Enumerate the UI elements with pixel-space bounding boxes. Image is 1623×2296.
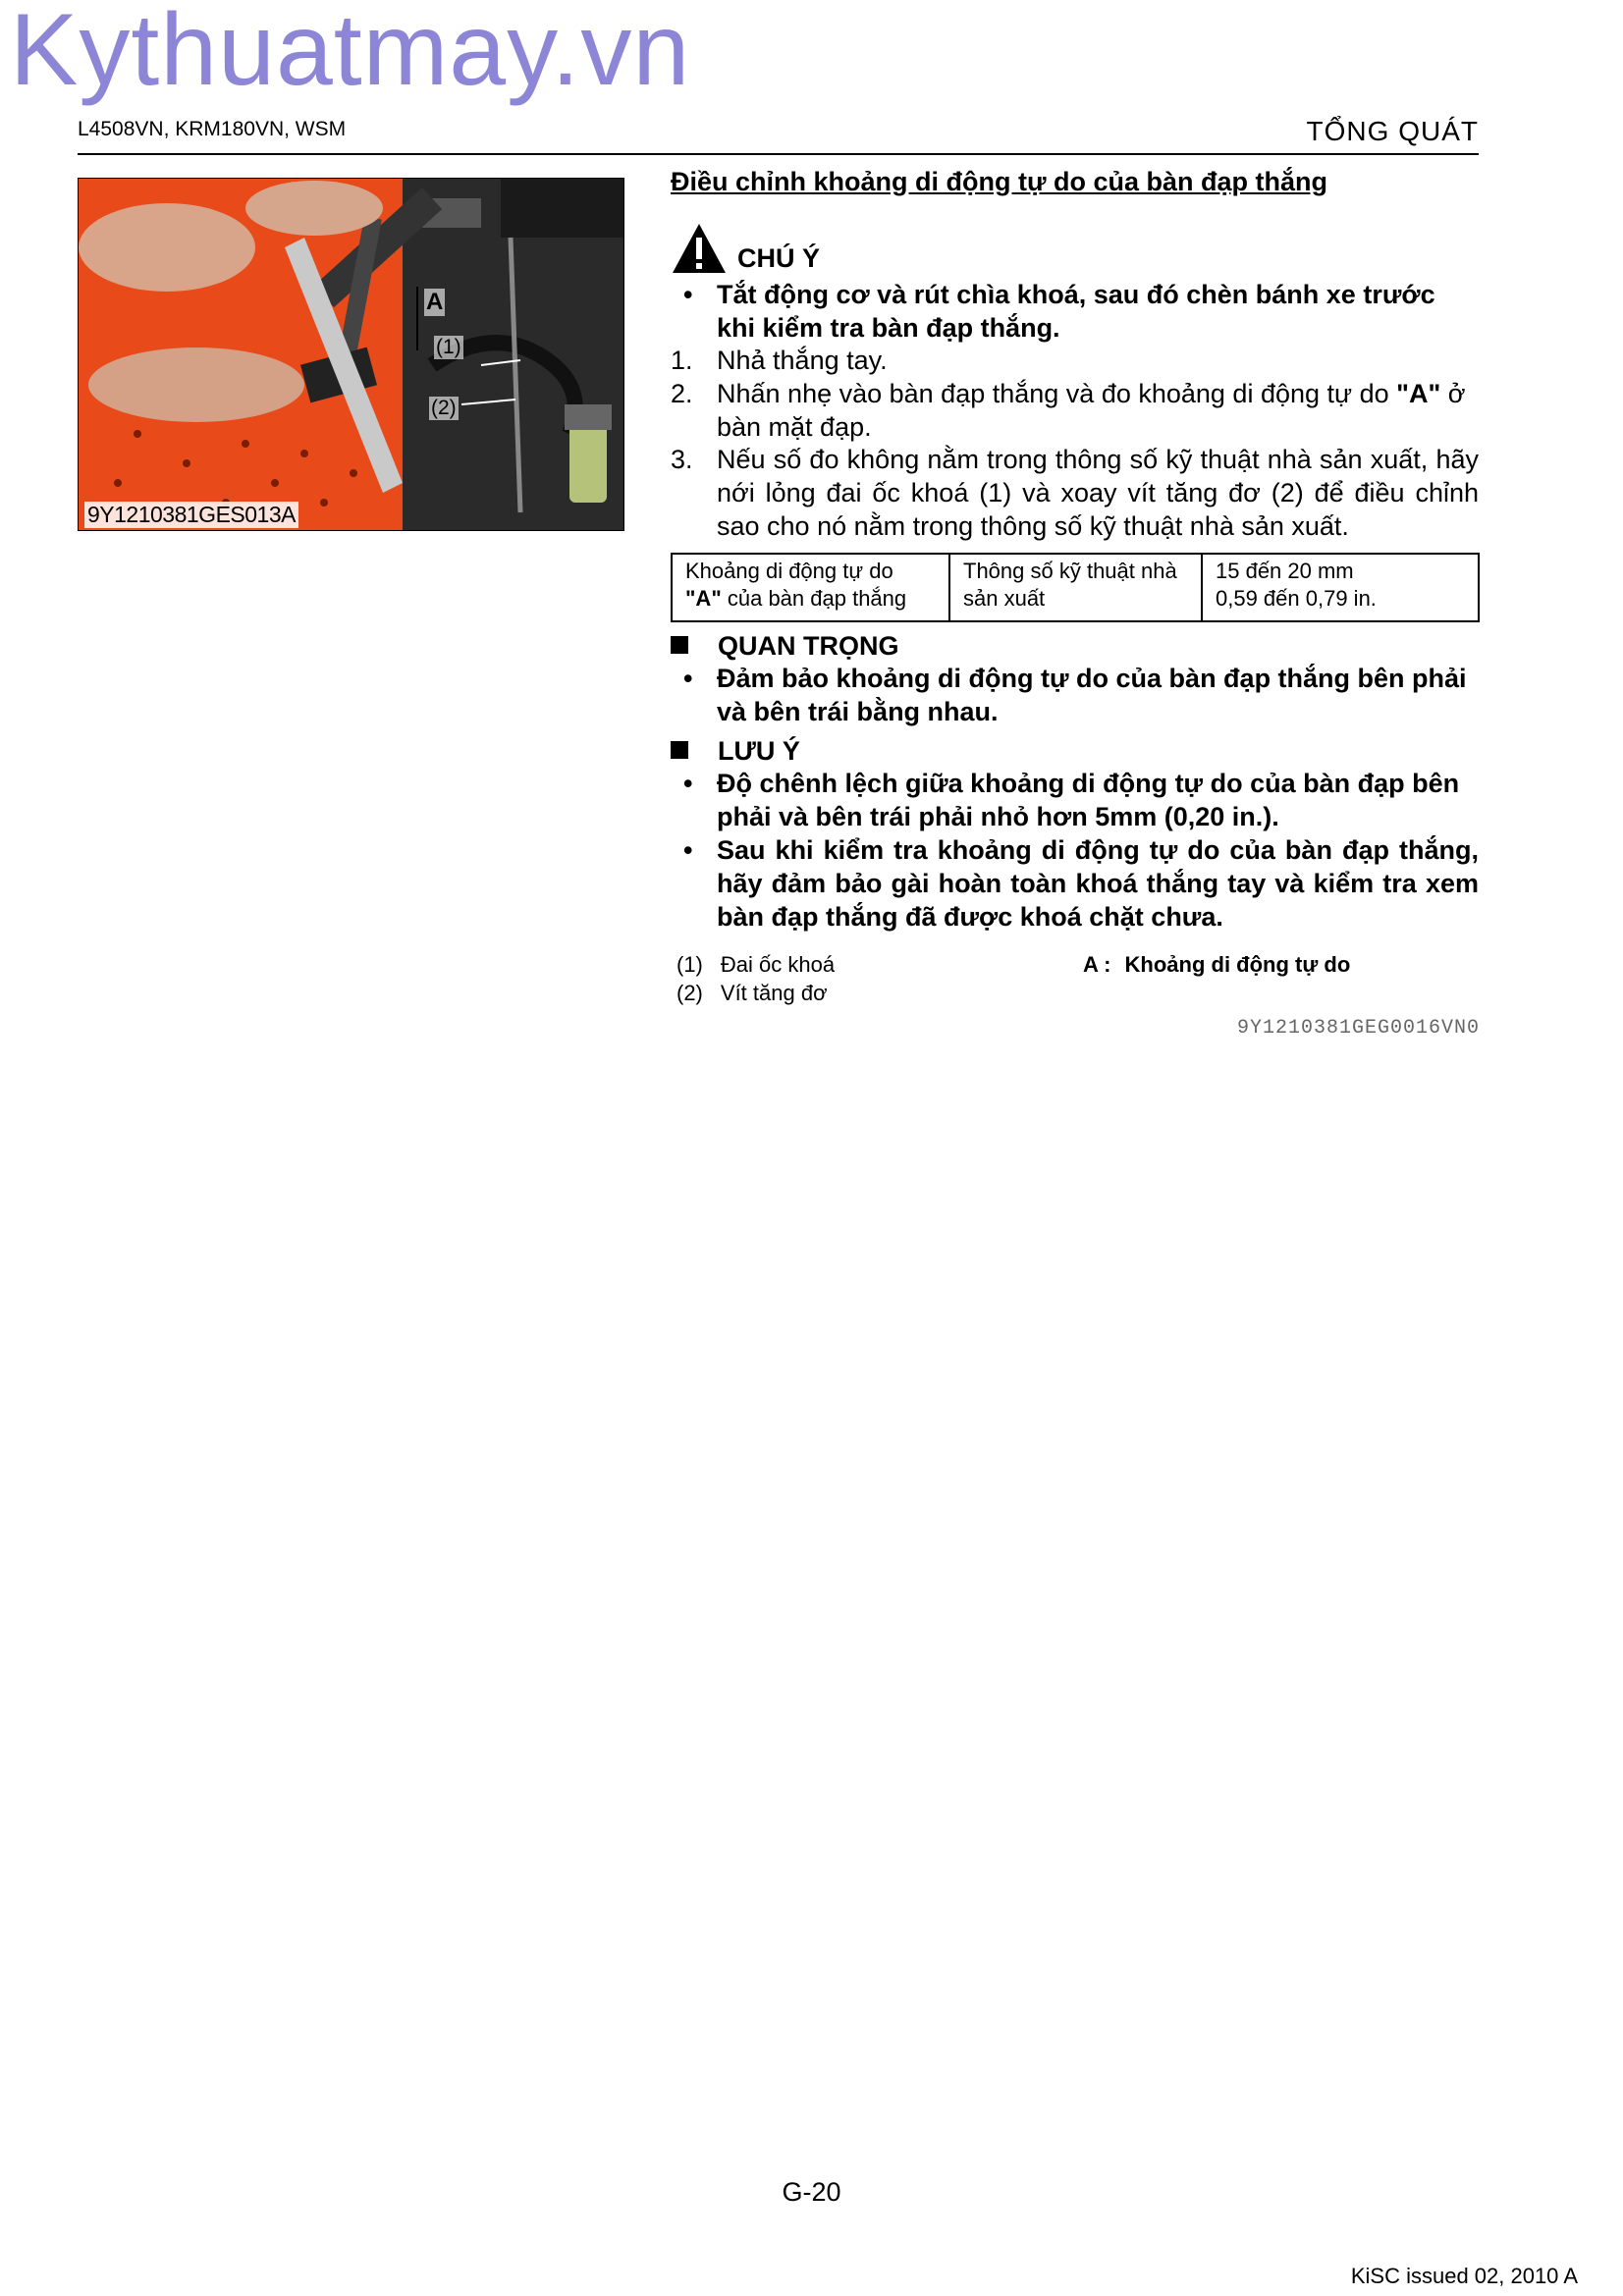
photo-label-a: A — [426, 289, 444, 315]
spec-label-cell: Thông số kỹ thuật nhà sản xuất — [949, 554, 1202, 621]
page-number: G-20 — [782, 2177, 841, 2207]
legend-item-1: (1) Đai ốc khoá — [676, 952, 836, 977]
spec-param-cell: Khoảng di động tự do "A" của bàn đạp thắng — [672, 554, 949, 621]
note-bullet-2: • Sau khi kiểm tra khoảng di động tự do của bàn đạp thắng, hãy đảm bảo gài hoàn toàn khoá thắng tay và kiểm tra xem bàn đạp thắng đã được khoá chặt chưa. — [683, 835, 1479, 932]
caution-bullet: • Tắt động cơ và rút chìa khoá, sau đó chèn bánh xe trước khi kiểm tra bàn đạp thắng. — [671, 278, 1479, 345]
step-3 — [671, 443, 1479, 543]
step-2-text: Nhấn nhẹ vào bàn đạp thắng và đo khoảng di động tự do "A" ở bàn mặt đạp. — [717, 379, 1466, 442]
important-heading: QUAN TRỌNG — [671, 631, 899, 662]
brake-pedal-photo — [78, 178, 624, 531]
photo-label-2: (2) — [431, 397, 457, 419]
warning-triangle-icon — [671, 222, 728, 275]
step-2 — [671, 377, 1479, 444]
photo-illustration — [79, 179, 623, 530]
note-heading: LƯU Ý — [671, 736, 800, 767]
note-bullet-2-text: Sau khi kiểm tra khoảng di động tự do của bàn đạp thắng, hãy đảm bảo gài hoàn toàn khoá thắng tay và kiểm tra xem bàn đạp thắng đã được khoá chặt chưa. — [717, 835, 1479, 932]
caution-heading — [671, 222, 1479, 277]
note-bullet-1-text: Độ chênh lệch giữa khoảng di động tự do của bàn đạp bên phải và bên trái phải nhỏ hơn 5mm (0,20 in.). — [717, 769, 1460, 831]
square-bullet-icon — [671, 636, 688, 654]
step-3-text: Nếu số đo không nằm trong thông số kỹ thuật nhà sản xuất, hãy nới lỏng đai ốc khoá (1) và xoay vít tăng đơ (2) để điều chỉnh sao cho nó nằm trong thông số kỹ thuật nhà sản xuất. — [717, 445, 1479, 541]
step-1 — [671, 344, 1479, 377]
watermark: Kythuatmay.vn — [10, 0, 691, 107]
caution-bullet-text: Tắt động cơ và rút chìa khoá, sau đó chèn bánh xe trước khi kiểm tra bàn đạp thắng. — [717, 280, 1435, 343]
legend-item-2: (2) Vít tăng đơ — [676, 981, 828, 1005]
legend-item-a: A : Khoảng di động tự do — [1083, 952, 1351, 977]
header-section: TỔNG QUÁT — [1306, 116, 1479, 146]
note-bullet-1: • Độ chênh lệch giữa khoảng di động tự do của bàn đạp bên phải và bên trái phải nhỏ hơn 5mm (0,20 in.). — [671, 767, 1479, 833]
footer-issue: KiSC issued 02, 2010 A — [1350, 2264, 1578, 2288]
caution-label: CHÚ Ý — [737, 243, 821, 273]
header-models: L4508VN, KRM180VN, WSM — [78, 118, 347, 140]
important-bullet-text: Đảm bảo khoảng di động tự do của bàn đạp thắng bên phải và bên trái bằng nhau. — [717, 664, 1467, 726]
step-2-number: 2. — [671, 379, 693, 408]
section-title: Điều chỉnh khoảng di động tự do của bàn đạp thắng — [671, 167, 1328, 196]
important-bullet: • Đảm bảo khoảng di động tự do của bàn đạp thắng bên phải và bên trái bằng nhau. — [671, 662, 1479, 728]
square-bullet-icon — [671, 741, 688, 759]
spec-table — [671, 553, 1480, 622]
step-3-number: 3. — [671, 445, 693, 474]
photo-code: 9Y1210381GES013A — [84, 502, 298, 528]
step-1-text: Nhả thắng tay. — [717, 346, 888, 375]
reference-code: 9Y1210381GEG0016VN0 — [1236, 1017, 1480, 1040]
step-1-number: 1. — [671, 346, 693, 375]
photo-label-1: (1) — [436, 336, 461, 358]
header-rule — [78, 153, 1479, 155]
spec-value-cell: 15 đến 20 mm 0,59 đến 0,79 in. — [1202, 554, 1479, 621]
